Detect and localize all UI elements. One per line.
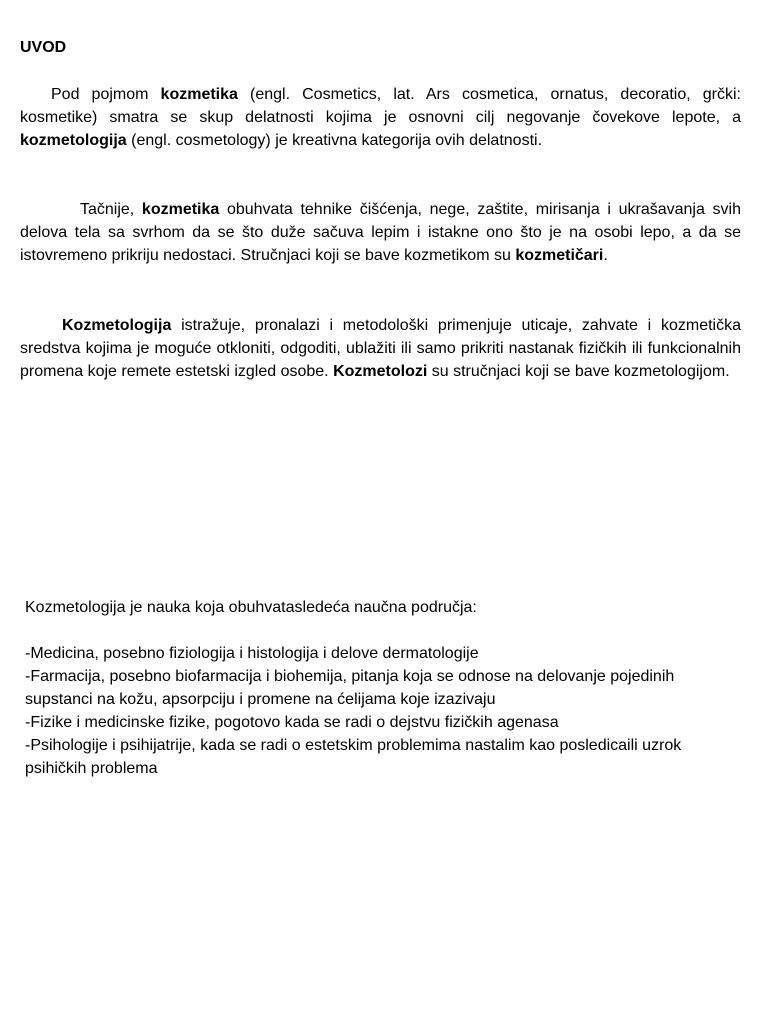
- section-heading: UVOD: [20, 39, 67, 56]
- fields-intro: Kozmetologija je nauka koja obuhvatasledeća naučna područja:: [25, 599, 477, 616]
- text-run: .: [603, 247, 608, 264]
- scientific-fields-section: [25, 596, 745, 780]
- text-run: Tačnije,: [80, 201, 142, 218]
- paragraph-indent: [20, 86, 51, 103]
- list-item: -Farmacija, posebno biofarmacija i biohemija, pitanja koja se odnose na delovanje pojedinih supstanci na kožu, apsorpciju i promene na ćelijama koje izazivaju: [25, 668, 675, 708]
- text-run: istražuje, pronalazi i metodološki primenjuje uticaje, zahvate i kozmetička sredstva kojima je moguće otkloniti, odgoditi, ublažiti ili samo prikriti nastanak fizičkih ili funkcionalnih promena koje remete estetski izgled osobe.: [20, 317, 741, 380]
- text-run: su stručnjaci koji se bave kozmetologijom.: [427, 363, 730, 380]
- text-run: (engl. cosmetology) je kreativna kategorija ovih delatnosti.: [126, 132, 543, 149]
- text-run: Pod pojmom: [51, 86, 161, 103]
- paragraph-definition-kozmetika: [20, 83, 741, 152]
- list-item: -Medicina, posebno fiziologija i histologija i delove dermatologije: [25, 645, 479, 662]
- term-kozmetika: kozmetika: [160, 86, 238, 103]
- term-kozmetologija: kozmetologija: [20, 132, 127, 149]
- text-run: obuhvata tehnike čišćenja, nege, zaštite, mirisanja i ukrašavanja svih delova tela sa svrhom da se što duže sačuva lepim i istakne ono što je na osobi lepo, a da se istovremeno prikriju nedostaci. Stručnjaci koji se bave kozmetikom su: [20, 201, 741, 264]
- paragraph-kozmetologija-scope: [20, 314, 741, 383]
- fields-list: [25, 642, 745, 780]
- term-kozmeticari: kozmetičari: [515, 247, 604, 264]
- term-kozmetologija: Kozmetologija: [62, 317, 172, 334]
- text-run: (engl. Cosmetics, lat. Ars cosmetica, ornatus, decoratio, grčki: kosmetike) smatra se skup delatnosti kojima je osnovni cilj negovanje čovekove lepote, a: [20, 86, 741, 126]
- list-item: -Psihologije i psihijatrije, kada se radi o estetskim problemima nastalim kao posledicaili uzrok psihičkih problema: [25, 737, 682, 777]
- paragraph-kozmetika-scope: [20, 198, 741, 267]
- paragraph-indent: [20, 317, 62, 334]
- term-kozmetolozi: Kozmetolozi: [333, 363, 428, 380]
- list-item: -Fizike i medicinske fizike, pogotovo kada se radi o dejstvu fizičkih agenasa: [25, 714, 559, 731]
- term-kozmetika: kozmetika: [141, 201, 220, 218]
- paragraph-indent: [20, 201, 80, 218]
